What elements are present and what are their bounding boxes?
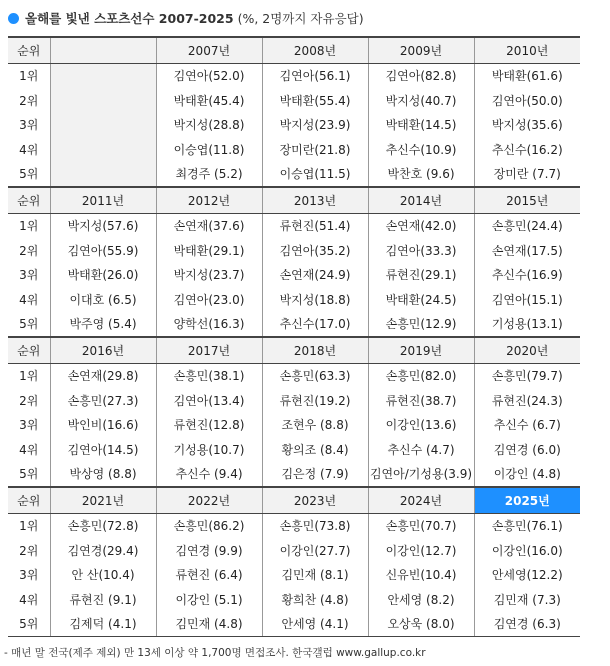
- athlete-cell: 신유빈(10.4): [368, 563, 474, 588]
- athlete-cell: 박태환(24.5): [368, 287, 474, 312]
- rank-label: 3위: [19, 268, 39, 283]
- athlete-cell: 박인비(16.6): [50, 413, 156, 438]
- athlete-cell: 류현진(12.8): [156, 413, 262, 438]
- athlete-cell: 추신수(10.9): [368, 137, 474, 162]
- athlete-cell: 추신수(17.0): [262, 312, 368, 338]
- rank-label: 2위: [19, 93, 39, 108]
- footnote: - 매년 말 전국(제주 제외) 만 13세 이상 약 1,700명 면접조사. 한국갤럽 www.gallup.co.kr: [4, 647, 426, 659]
- year-header: 2020년: [474, 337, 580, 363]
- athlete-cell: 손연재(42.0): [368, 213, 474, 238]
- athlete-cell: 추신수 (9.4): [156, 462, 262, 488]
- rank-label: 3위: [19, 568, 39, 583]
- empty-cell: [50, 162, 156, 188]
- empty-cell: [50, 113, 156, 138]
- athlete-cell: 김민재 (7.3): [474, 587, 580, 612]
- athlete-cell: 장미란 (7.7): [474, 162, 580, 188]
- table-row: [8, 88, 580, 113]
- athlete-cell: 추신수 (6.7): [474, 413, 580, 438]
- athlete-cell: 장미란(21.8): [262, 137, 368, 162]
- athlete-cell: 박태환(14.5): [368, 113, 474, 138]
- table-row: [8, 462, 580, 488]
- athlete-cell: 이강인(12.7): [368, 538, 474, 563]
- athlete-cell: 손흥민(79.7): [474, 363, 580, 388]
- table-row: [8, 162, 580, 188]
- athlete-cell: 류현진(29.1): [368, 263, 474, 288]
- athlete-cell: 류현진(24.3): [474, 388, 580, 413]
- year-header: 2018년: [262, 337, 368, 363]
- rank-label: 3위: [19, 118, 39, 133]
- year-header-row: [8, 487, 580, 513]
- athlete-cell: 김연경(29.4): [50, 538, 156, 563]
- athlete-cell: 손흥민(70.7): [368, 513, 474, 538]
- rank-header: 순위: [8, 37, 50, 63]
- rank-label: 2위: [19, 543, 39, 558]
- athlete-cell: 김연아(56.1): [262, 63, 368, 88]
- rank-label: 1위: [19, 519, 39, 534]
- athlete-cell: 박지성(23.9): [262, 113, 368, 138]
- rank-label: 5위: [8, 462, 50, 488]
- athlete-cell: 안세영 (8.2): [368, 587, 474, 612]
- athlete-cell: 황희찬 (4.8): [262, 587, 368, 612]
- athlete-cell: 기성용(10.7): [156, 437, 262, 462]
- athlete-cell: 김민재 (4.8): [156, 612, 262, 637]
- athlete-cell: 박지성(23.7): [156, 263, 262, 288]
- rank-label: 5위: [8, 162, 50, 188]
- athlete-cell: 박지성(28.8): [156, 113, 262, 138]
- athlete-cell: 김연아(13.4): [156, 388, 262, 413]
- athlete-cell: 안세영 (4.1): [262, 612, 368, 637]
- year-header: 2014년: [368, 187, 474, 213]
- table-row: [8, 538, 580, 563]
- athlete-cell: 김제덕 (4.1): [50, 612, 156, 637]
- athlete-cell: 조현우 (8.8): [262, 413, 368, 438]
- athlete-cell: 손흥민(73.8): [262, 513, 368, 538]
- table-row: [8, 287, 580, 312]
- table-row: [8, 413, 580, 438]
- athlete-cell: 추신수(16.2): [474, 137, 580, 162]
- athlete-cell: 추신수(16.9): [474, 263, 580, 288]
- table-row: [8, 437, 580, 462]
- athlete-cell: 손연재(17.5): [474, 238, 580, 263]
- year-header: 2008년: [262, 37, 368, 63]
- athlete-cell: 이강인(27.7): [262, 538, 368, 563]
- athlete-cell: 손흥민(86.2): [156, 513, 262, 538]
- athlete-cell: 김은정 (7.9): [262, 462, 368, 488]
- athlete-cell: 김연경 (6.0): [474, 437, 580, 462]
- year-header: 2015년: [474, 187, 580, 213]
- athlete-cell: 손연재(29.8): [50, 363, 156, 388]
- empty-cell: [50, 137, 156, 162]
- athlete-cell: 김연아(52.0): [156, 63, 262, 88]
- athlete-cell: 김연아(14.5): [50, 437, 156, 462]
- athlete-cell: 이강인(16.0): [474, 538, 580, 563]
- athlete-cell: 추신수 (4.7): [368, 437, 474, 462]
- rank-label: 1위: [19, 219, 39, 234]
- athlete-cell: 김민재 (8.1): [262, 563, 368, 588]
- athlete-cell: 박찬호 (9.6): [368, 162, 474, 188]
- rank-label: 5위: [8, 612, 50, 637]
- year-header-row: [8, 37, 580, 63]
- year-header: 2021년: [50, 487, 156, 513]
- table-row: [8, 587, 580, 612]
- table-row: [8, 263, 580, 288]
- empty-cell: [50, 88, 156, 113]
- athlete-cell: 손연재(37.6): [156, 213, 262, 238]
- table-row: [8, 137, 580, 162]
- athlete-cell: 박지성(57.6): [50, 213, 156, 238]
- rank-label: 4위: [19, 292, 39, 307]
- athlete-cell: 손흥민(12.9): [368, 312, 474, 338]
- athlete-cell: 안세영(12.2): [474, 563, 580, 588]
- athlete-cell: 김연아/기성용(3.9): [368, 462, 474, 488]
- year-header-row: [8, 187, 580, 213]
- chart-title: [8, 8, 364, 28]
- athlete-cell: 손연재(24.9): [262, 263, 368, 288]
- rank-label: 1위: [19, 69, 39, 84]
- athlete-cell: 양학선(16.3): [156, 312, 262, 338]
- athlete-cell: 이강인(13.6): [368, 413, 474, 438]
- athlete-cell: 박주영 (5.4): [50, 312, 156, 338]
- athlete-cell: 김연아(35.2): [262, 238, 368, 263]
- athlete-cell: 김연경 (9.9): [156, 538, 262, 563]
- year-header: 2012년: [156, 187, 262, 213]
- table-row: [8, 63, 580, 88]
- year-header: 2013년: [262, 187, 368, 213]
- table-row: [8, 312, 580, 338]
- athlete-cell: 손흥민(27.3): [50, 388, 156, 413]
- athlete-cell: 이강인 (4.8): [474, 462, 580, 488]
- year-header-row: [8, 337, 580, 363]
- athlete-cell: 박지성(40.7): [368, 88, 474, 113]
- rank-header: 순위: [8, 487, 50, 513]
- rank-label: 5위: [8, 312, 50, 338]
- athlete-cell: 박태환(45.4): [156, 88, 262, 113]
- table-row: [8, 363, 580, 388]
- athlete-cell: 김연아(15.1): [474, 287, 580, 312]
- ranking-table: [8, 36, 580, 637]
- athlete-cell: 손흥민(72.8): [50, 513, 156, 538]
- athlete-cell: 최경주 (5.2): [156, 162, 262, 188]
- athlete-cell: 박지성(35.6): [474, 113, 580, 138]
- athlete-cell: 김연경 (6.3): [474, 612, 580, 637]
- athlete-cell: 류현진(19.2): [262, 388, 368, 413]
- table-row: [8, 563, 580, 588]
- rank-header: 순위: [8, 337, 50, 363]
- athlete-cell: 손흥민(24.4): [474, 213, 580, 238]
- athlete-cell: 박태환(55.4): [262, 88, 368, 113]
- athlete-cell: 박태환(29.1): [156, 238, 262, 263]
- athlete-cell: 손흥민(82.0): [368, 363, 474, 388]
- athlete-cell: 류현진 (9.1): [50, 587, 156, 612]
- rank-label: 4위: [19, 442, 39, 457]
- table-row: [8, 388, 580, 413]
- athlete-cell: 박지성(18.8): [262, 287, 368, 312]
- athlete-cell: 이대호 (6.5): [50, 287, 156, 312]
- title-text: 올해를 빛낸 스포츠선수 2007-2025: [25, 11, 234, 26]
- athlete-cell: 류현진(38.7): [368, 388, 474, 413]
- table-row: [8, 238, 580, 263]
- athlete-cell: 김연아(23.0): [156, 287, 262, 312]
- athlete-cell: 박태환(61.6): [474, 63, 580, 88]
- empty-cell: [50, 63, 156, 88]
- athlete-cell: 기성용(13.1): [474, 312, 580, 338]
- athlete-cell: 박상영 (8.8): [50, 462, 156, 488]
- year-header: [50, 37, 156, 63]
- year-header: 2009년: [368, 37, 474, 63]
- rank-label: 3위: [19, 418, 39, 433]
- athlete-cell: 손흥민(76.1): [474, 513, 580, 538]
- athlete-cell: 황의조 (8.4): [262, 437, 368, 462]
- table-row: [8, 213, 580, 238]
- athlete-cell: 손흥민(63.3): [262, 363, 368, 388]
- athlete-cell: 오상욱 (8.0): [368, 612, 474, 637]
- title-subtitle: (%, 2명까지 자유응답): [237, 11, 364, 26]
- year-header: 2010년: [474, 37, 580, 63]
- rank-header: 순위: [8, 187, 50, 213]
- year-header: 2016년: [50, 337, 156, 363]
- athlete-cell: 이승엽(11.8): [156, 137, 262, 162]
- rank-label: 4위: [19, 592, 39, 607]
- athlete-cell: 김연아(50.0): [474, 88, 580, 113]
- athlete-cell: 안 산(10.4): [50, 563, 156, 588]
- year-header: 2024년: [368, 487, 474, 513]
- athlete-cell: 김연아(33.3): [368, 238, 474, 263]
- table-row: [8, 612, 580, 637]
- bullet-dot-icon: [8, 13, 19, 24]
- rank-label: 4위: [19, 142, 39, 157]
- athlete-cell: 손흥민(38.1): [156, 363, 262, 388]
- year-header: 2007년: [156, 37, 262, 63]
- table-row: [8, 113, 580, 138]
- athlete-cell: 박태환(26.0): [50, 263, 156, 288]
- table-row: [8, 513, 580, 538]
- year-header: 2025년: [474, 487, 580, 513]
- athlete-cell: 류현진(51.4): [262, 213, 368, 238]
- athlete-cell: 이강인 (5.1): [156, 587, 262, 612]
- athlete-cell: 김연아(55.9): [50, 238, 156, 263]
- year-header: 2022년: [156, 487, 262, 513]
- year-header: 2019년: [368, 337, 474, 363]
- rank-label: 2위: [19, 393, 39, 408]
- rank-label: 2위: [19, 243, 39, 258]
- year-header: 2011년: [50, 187, 156, 213]
- athlete-cell: 김연아(82.8): [368, 63, 474, 88]
- year-header: 2023년: [262, 487, 368, 513]
- athlete-cell: 이승엽(11.5): [262, 162, 368, 188]
- athlete-cell: 류현진 (6.4): [156, 563, 262, 588]
- rank-label: 1위: [19, 369, 39, 384]
- year-header: 2017년: [156, 337, 262, 363]
